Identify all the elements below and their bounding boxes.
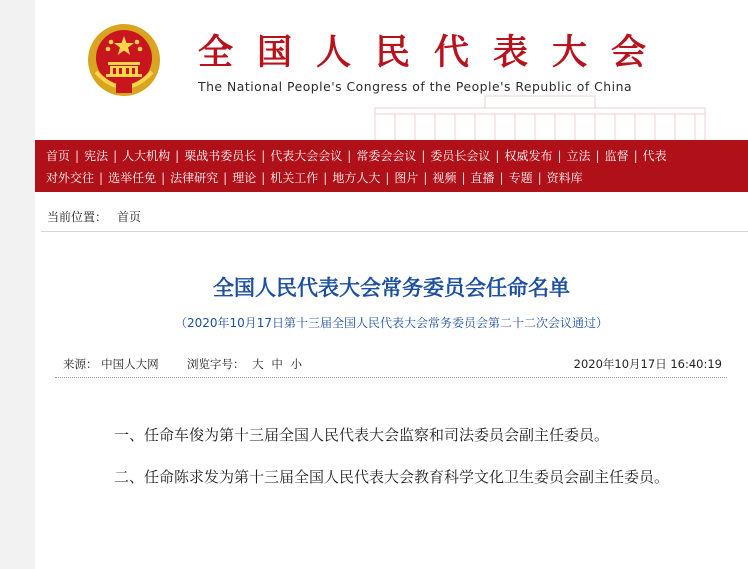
nav-separator: | [537, 171, 542, 185]
divider [55, 377, 727, 378]
nav-link[interactable]: 首页 [46, 149, 71, 163]
font-size-control [187, 356, 302, 372]
site-title[interactable]: 全国人民代表大会 [198, 32, 671, 73]
breadcrumb-home-link[interactable]: 首页 [117, 210, 142, 224]
nav-separator: | [75, 149, 80, 163]
nav-link[interactable]: 对外交往 [46, 171, 95, 185]
main-navigation [35, 140, 748, 192]
nav-separator: | [175, 149, 180, 163]
nav-separator: | [385, 171, 390, 185]
breadcrumb [47, 208, 141, 225]
nav-link[interactable]: 常委会会议 [356, 149, 417, 163]
nav-separator: | [633, 149, 638, 163]
article-date: 2020年10月17日 16:40:19 [573, 357, 722, 371]
nav-link[interactable]: 专题 [508, 171, 533, 185]
nav-link[interactable]: 资料库 [546, 171, 583, 185]
nav-separator: | [113, 149, 118, 163]
nav-link[interactable]: 立法 [566, 149, 591, 163]
nav-link[interactable]: 宪法 [84, 149, 109, 163]
article-meta [35, 356, 748, 372]
font-size-medium[interactable]: 中 [271, 357, 283, 371]
nav-link[interactable]: 权威发布 [504, 149, 553, 163]
national-emblem-icon[interactable] [86, 22, 162, 98]
nav-separator: | [99, 171, 104, 185]
nav-separator: | [499, 171, 504, 185]
nav-row-1 [46, 146, 667, 166]
nav-separator: | [495, 149, 500, 163]
nav-link[interactable]: 监督 [604, 149, 629, 163]
nav-link[interactable]: 法律研究 [170, 171, 219, 185]
nav-link[interactable]: 代表 [642, 149, 667, 163]
nav-link[interactable]: 栗战书委员长 [184, 149, 257, 163]
article-paragraph: 二、任命陈求发为第十三届全国人民代表大会教育科学文化卫生委员会副主任委员。 [114, 468, 670, 486]
nav-link[interactable]: 选举任免 [108, 171, 157, 185]
nav-separator: | [423, 171, 428, 185]
nav-link[interactable]: 机关工作 [270, 171, 319, 185]
breadcrumb-label: 当前位置： [47, 210, 108, 224]
nav-separator: | [261, 149, 266, 163]
site-title-english: The National People's Congress of the People's Republic of China [198, 79, 633, 94]
nav-link[interactable]: 直播 [470, 171, 495, 185]
nav-link[interactable]: 地方人大 [332, 171, 381, 185]
nav-separator: | [461, 171, 466, 185]
nav-separator: | [557, 149, 562, 163]
article-subtitle: （2020年10月17日第十三届全国人民代表大会常务委员会第二十二次会议通过） [174, 316, 609, 330]
nav-link[interactable]: 图片 [394, 171, 419, 185]
nav-separator: | [347, 149, 352, 163]
article-title: 全国人民代表大会常务委员会任命名单 [213, 275, 570, 300]
nav-separator: | [421, 149, 426, 163]
nav-link[interactable]: 代表大会会议 [270, 149, 343, 163]
font-size-small[interactable]: 小 [290, 357, 302, 371]
article-source: 来源： 中国人大网 [63, 357, 159, 371]
nav-separator: | [595, 149, 600, 163]
nav-link[interactable]: 视频 [432, 171, 457, 185]
nav-separator: | [161, 171, 166, 185]
nav-separator: | [223, 171, 228, 185]
nav-row-2 [46, 168, 583, 188]
great-hall-illustration [335, 90, 748, 142]
nav-link[interactable]: 委员长会议 [430, 149, 491, 163]
font-size-large[interactable]: 大 [252, 357, 264, 371]
divider [41, 231, 748, 232]
nav-separator: | [323, 171, 328, 185]
nav-separator: | [261, 171, 266, 185]
article-paragraph: 一、任命车俊为第十三届全国人民代表大会监察和司法委员会副主任委员。 [114, 426, 610, 444]
page [35, 0, 748, 569]
nav-link[interactable]: 理论 [232, 171, 257, 185]
site-header [35, 0, 748, 140]
font-size-label: 浏览字号： [187, 357, 245, 371]
nav-link[interactable]: 人大机构 [122, 149, 171, 163]
